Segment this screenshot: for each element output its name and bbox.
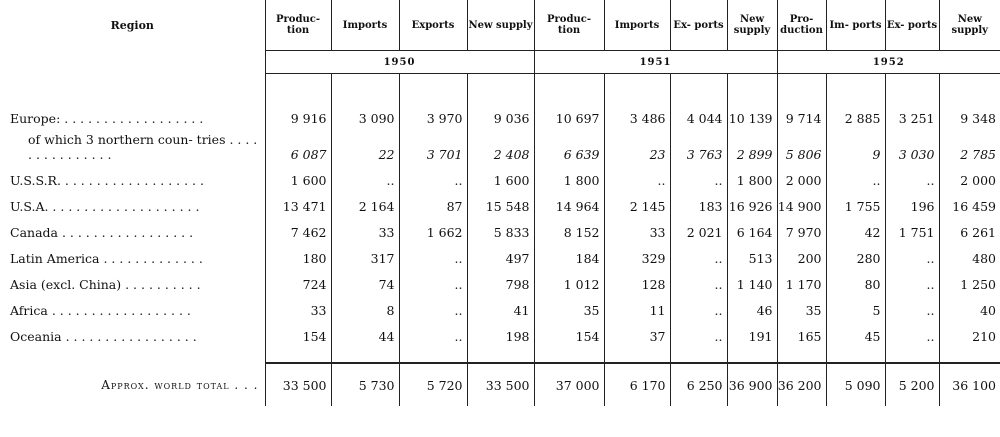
row-label: Europe: . . . . . . . . . . . . . . . . . . (10, 111, 204, 126)
table-cell: .. (399, 292, 467, 318)
table-body (0, 74, 1000, 407)
table-cell: 14 964 (534, 188, 604, 214)
table-cell: 9 348 (939, 100, 1000, 126)
column-header-new-supply-1950: New supply (467, 0, 534, 51)
table-cell: 36 900 (727, 363, 777, 406)
table-cell: 3 763 (670, 126, 727, 162)
year-header-1950: 1950 (265, 51, 534, 74)
table-cell: 2 785 (939, 126, 1000, 162)
column-header-exports-1951: Ex- ports (670, 0, 727, 51)
row-label: of which 3 northern coun- tries . . . . . . . . . . . . . . . (28, 132, 258, 162)
table-row (0, 214, 1000, 240)
table-cell: 280 (826, 240, 885, 266)
table-cell: 3 030 (885, 126, 939, 162)
table-cell: 33 500 (265, 363, 331, 406)
table-cell: 1 012 (534, 266, 604, 292)
table-cell: 37 000 (534, 363, 604, 406)
table-cell: 10 697 (534, 100, 604, 126)
table-cell: 40 (939, 292, 1000, 318)
total-label-text: Approx. world total . . . (101, 377, 259, 392)
table-cell: 1 751 (885, 214, 939, 240)
column-header-exports-1952: Ex- ports (885, 0, 939, 51)
table-cell: 5 806 (777, 126, 826, 162)
table-cell: .. (399, 240, 467, 266)
table-cell: 5 (826, 292, 885, 318)
row-label: Africa . . . . . . . . . . . . . . . . . . (10, 303, 191, 318)
table-cell: 497 (467, 240, 534, 266)
table-cell: .. (670, 162, 727, 188)
table-cell: .. (331, 162, 399, 188)
table-cell: 196 (885, 188, 939, 214)
table-cell: 10 139 (727, 100, 777, 126)
column-header-imports-1950: Imports (331, 0, 399, 51)
row-label: Asia (excl. China) . . . . . . . . . . (10, 277, 201, 292)
table-cell: 6 087 (265, 126, 331, 162)
table-cell: .. (885, 240, 939, 266)
table-cell: .. (885, 292, 939, 318)
table-cell: 798 (467, 266, 534, 292)
row-label: Latin America . . . . . . . . . . . . . (10, 251, 203, 266)
column-header-production-1952: Pro- duction (777, 0, 826, 51)
year-header-1952: 1952 (777, 51, 1000, 74)
table-cell: 5 730 (331, 363, 399, 406)
table-cell: 198 (467, 318, 534, 344)
table-row (0, 126, 1000, 162)
table-row (0, 318, 1000, 344)
table-cell: 2 408 (467, 126, 534, 162)
table-cell: 1 800 (534, 162, 604, 188)
table-cell: 7 970 (777, 214, 826, 240)
table-cell: 23 (604, 126, 670, 162)
row-label: U.S.S.R. . . . . . . . . . . . . . . . . . . (10, 173, 204, 188)
table-cell: 9 036 (467, 100, 534, 126)
table-cell: 184 (534, 240, 604, 266)
table-cell: 16 926 (727, 188, 777, 214)
table-cell: .. (670, 240, 727, 266)
table-cell: .. (826, 162, 885, 188)
table-cell: 329 (604, 240, 670, 266)
table-cell: 513 (727, 240, 777, 266)
table-cell: 5 720 (399, 363, 467, 406)
table-cell: 3 486 (604, 100, 670, 126)
table-cell: 2 145 (604, 188, 670, 214)
table-cell: 724 (265, 266, 331, 292)
table-cell: 1 662 (399, 214, 467, 240)
table-cell: .. (885, 318, 939, 344)
table-cell: 41 (467, 292, 534, 318)
total-row (0, 363, 1000, 406)
table-cell: 36 200 (777, 363, 826, 406)
table-cell: 1 755 (826, 188, 885, 214)
table-cell: 74 (331, 266, 399, 292)
table-cell: 87 (399, 188, 467, 214)
table-cell: .. (670, 318, 727, 344)
table-cell: 33 (331, 214, 399, 240)
column-header-production-1950: Produc- tion (265, 0, 331, 51)
table-cell: 1 170 (777, 266, 826, 292)
table-cell: .. (399, 162, 467, 188)
column-header-new-supply-1952: New supply (939, 0, 1000, 51)
row-label: Canada . . . . . . . . . . . . . . . . . (10, 225, 194, 240)
table-cell: 1 140 (727, 266, 777, 292)
table-cell: 9 (826, 126, 885, 162)
table-cell: 1 800 (727, 162, 777, 188)
table-cell: 9 714 (777, 100, 826, 126)
table-cell: 2 899 (727, 126, 777, 162)
table-cell: 22 (331, 126, 399, 162)
table-cell: 2 164 (331, 188, 399, 214)
table-cell: 5 090 (826, 363, 885, 406)
row-label (0, 363, 265, 406)
table-cell: 6 250 (670, 363, 727, 406)
row-label: U.S.A. . . . . . . . . . . . . . . . . . . . (10, 199, 200, 214)
table-cell: 2 000 (777, 162, 826, 188)
table-row (0, 240, 1000, 266)
table-cell: .. (670, 292, 727, 318)
table-cell: 15 548 (467, 188, 534, 214)
table-cell: 6 639 (534, 126, 604, 162)
column-header-new-supply-1951: New supply (727, 0, 777, 51)
column-header-exports-1950: Exports (399, 0, 467, 51)
table-cell: 16 459 (939, 188, 1000, 214)
table-cell: 480 (939, 240, 1000, 266)
table-cell: 33 500 (467, 363, 534, 406)
table-cell: .. (399, 318, 467, 344)
table-cell: 1 250 (939, 266, 1000, 292)
table-cell: 2 021 (670, 214, 727, 240)
table-cell: 6 164 (727, 214, 777, 240)
table-row (0, 188, 1000, 214)
table-cell: 2 000 (939, 162, 1000, 188)
table-cell: 3 251 (885, 100, 939, 126)
table-cell: 8 152 (534, 214, 604, 240)
table-cell: 6 170 (604, 363, 670, 406)
table-cell: 7 462 (265, 214, 331, 240)
year-header-row (0, 51, 1000, 74)
table-cell: 35 (777, 292, 826, 318)
table-cell: 183 (670, 188, 727, 214)
column-header-production-1951: Produc- tion (534, 0, 604, 51)
table-cell: 128 (604, 266, 670, 292)
table-cell: 42 (826, 214, 885, 240)
table-cell: 80 (826, 266, 885, 292)
table-cell: .. (670, 266, 727, 292)
table-cell: 9 916 (265, 100, 331, 126)
table-cell: 13 471 (265, 188, 331, 214)
year-header-1951: 1951 (534, 51, 777, 74)
table-cell: .. (885, 266, 939, 292)
table-cell: 317 (331, 240, 399, 266)
table-cell: 3 090 (331, 100, 399, 126)
table-cell: 210 (939, 318, 1000, 344)
table-cell: 3 970 (399, 100, 467, 126)
table-cell: 154 (265, 318, 331, 344)
table-cell: 200 (777, 240, 826, 266)
table-cell: 1 600 (467, 162, 534, 188)
table-cell: 2 885 (826, 100, 885, 126)
column-header-row (0, 0, 1000, 51)
table-row (0, 292, 1000, 318)
table-cell: 44 (331, 318, 399, 344)
table-cell: .. (399, 266, 467, 292)
table-row (0, 162, 1000, 188)
row-label: Oceania . . . . . . . . . . . . . . . . . (10, 329, 197, 344)
table-row (0, 100, 1000, 126)
table-cell: 33 (265, 292, 331, 318)
table-cell: 4 044 (670, 100, 727, 126)
table-cell: 154 (534, 318, 604, 344)
column-header-imports-1952: Im- ports (826, 0, 885, 51)
table-cell: 3 701 (399, 126, 467, 162)
table-cell: 33 (604, 214, 670, 240)
column-header-imports-1951: Imports (604, 0, 670, 51)
table-cell: 180 (265, 240, 331, 266)
table-cell: 36 100 (939, 363, 1000, 406)
table-cell: .. (885, 162, 939, 188)
table-cell: 37 (604, 318, 670, 344)
table-row (0, 266, 1000, 292)
table-cell: 11 (604, 292, 670, 318)
table-cell: 45 (826, 318, 885, 344)
table-cell: 5 833 (467, 214, 534, 240)
table-cell: 5 200 (885, 363, 939, 406)
table-cell: 165 (777, 318, 826, 344)
table-cell: 1 600 (265, 162, 331, 188)
column-header-region: Region (110, 18, 154, 32)
table-cell: 35 (534, 292, 604, 318)
table-cell: 14 900 (777, 188, 826, 214)
table-cell: .. (604, 162, 670, 188)
table-cell: 6 261 (939, 214, 1000, 240)
table-cell: 191 (727, 318, 777, 344)
table-cell: 8 (331, 292, 399, 318)
table-cell: 46 (727, 292, 777, 318)
